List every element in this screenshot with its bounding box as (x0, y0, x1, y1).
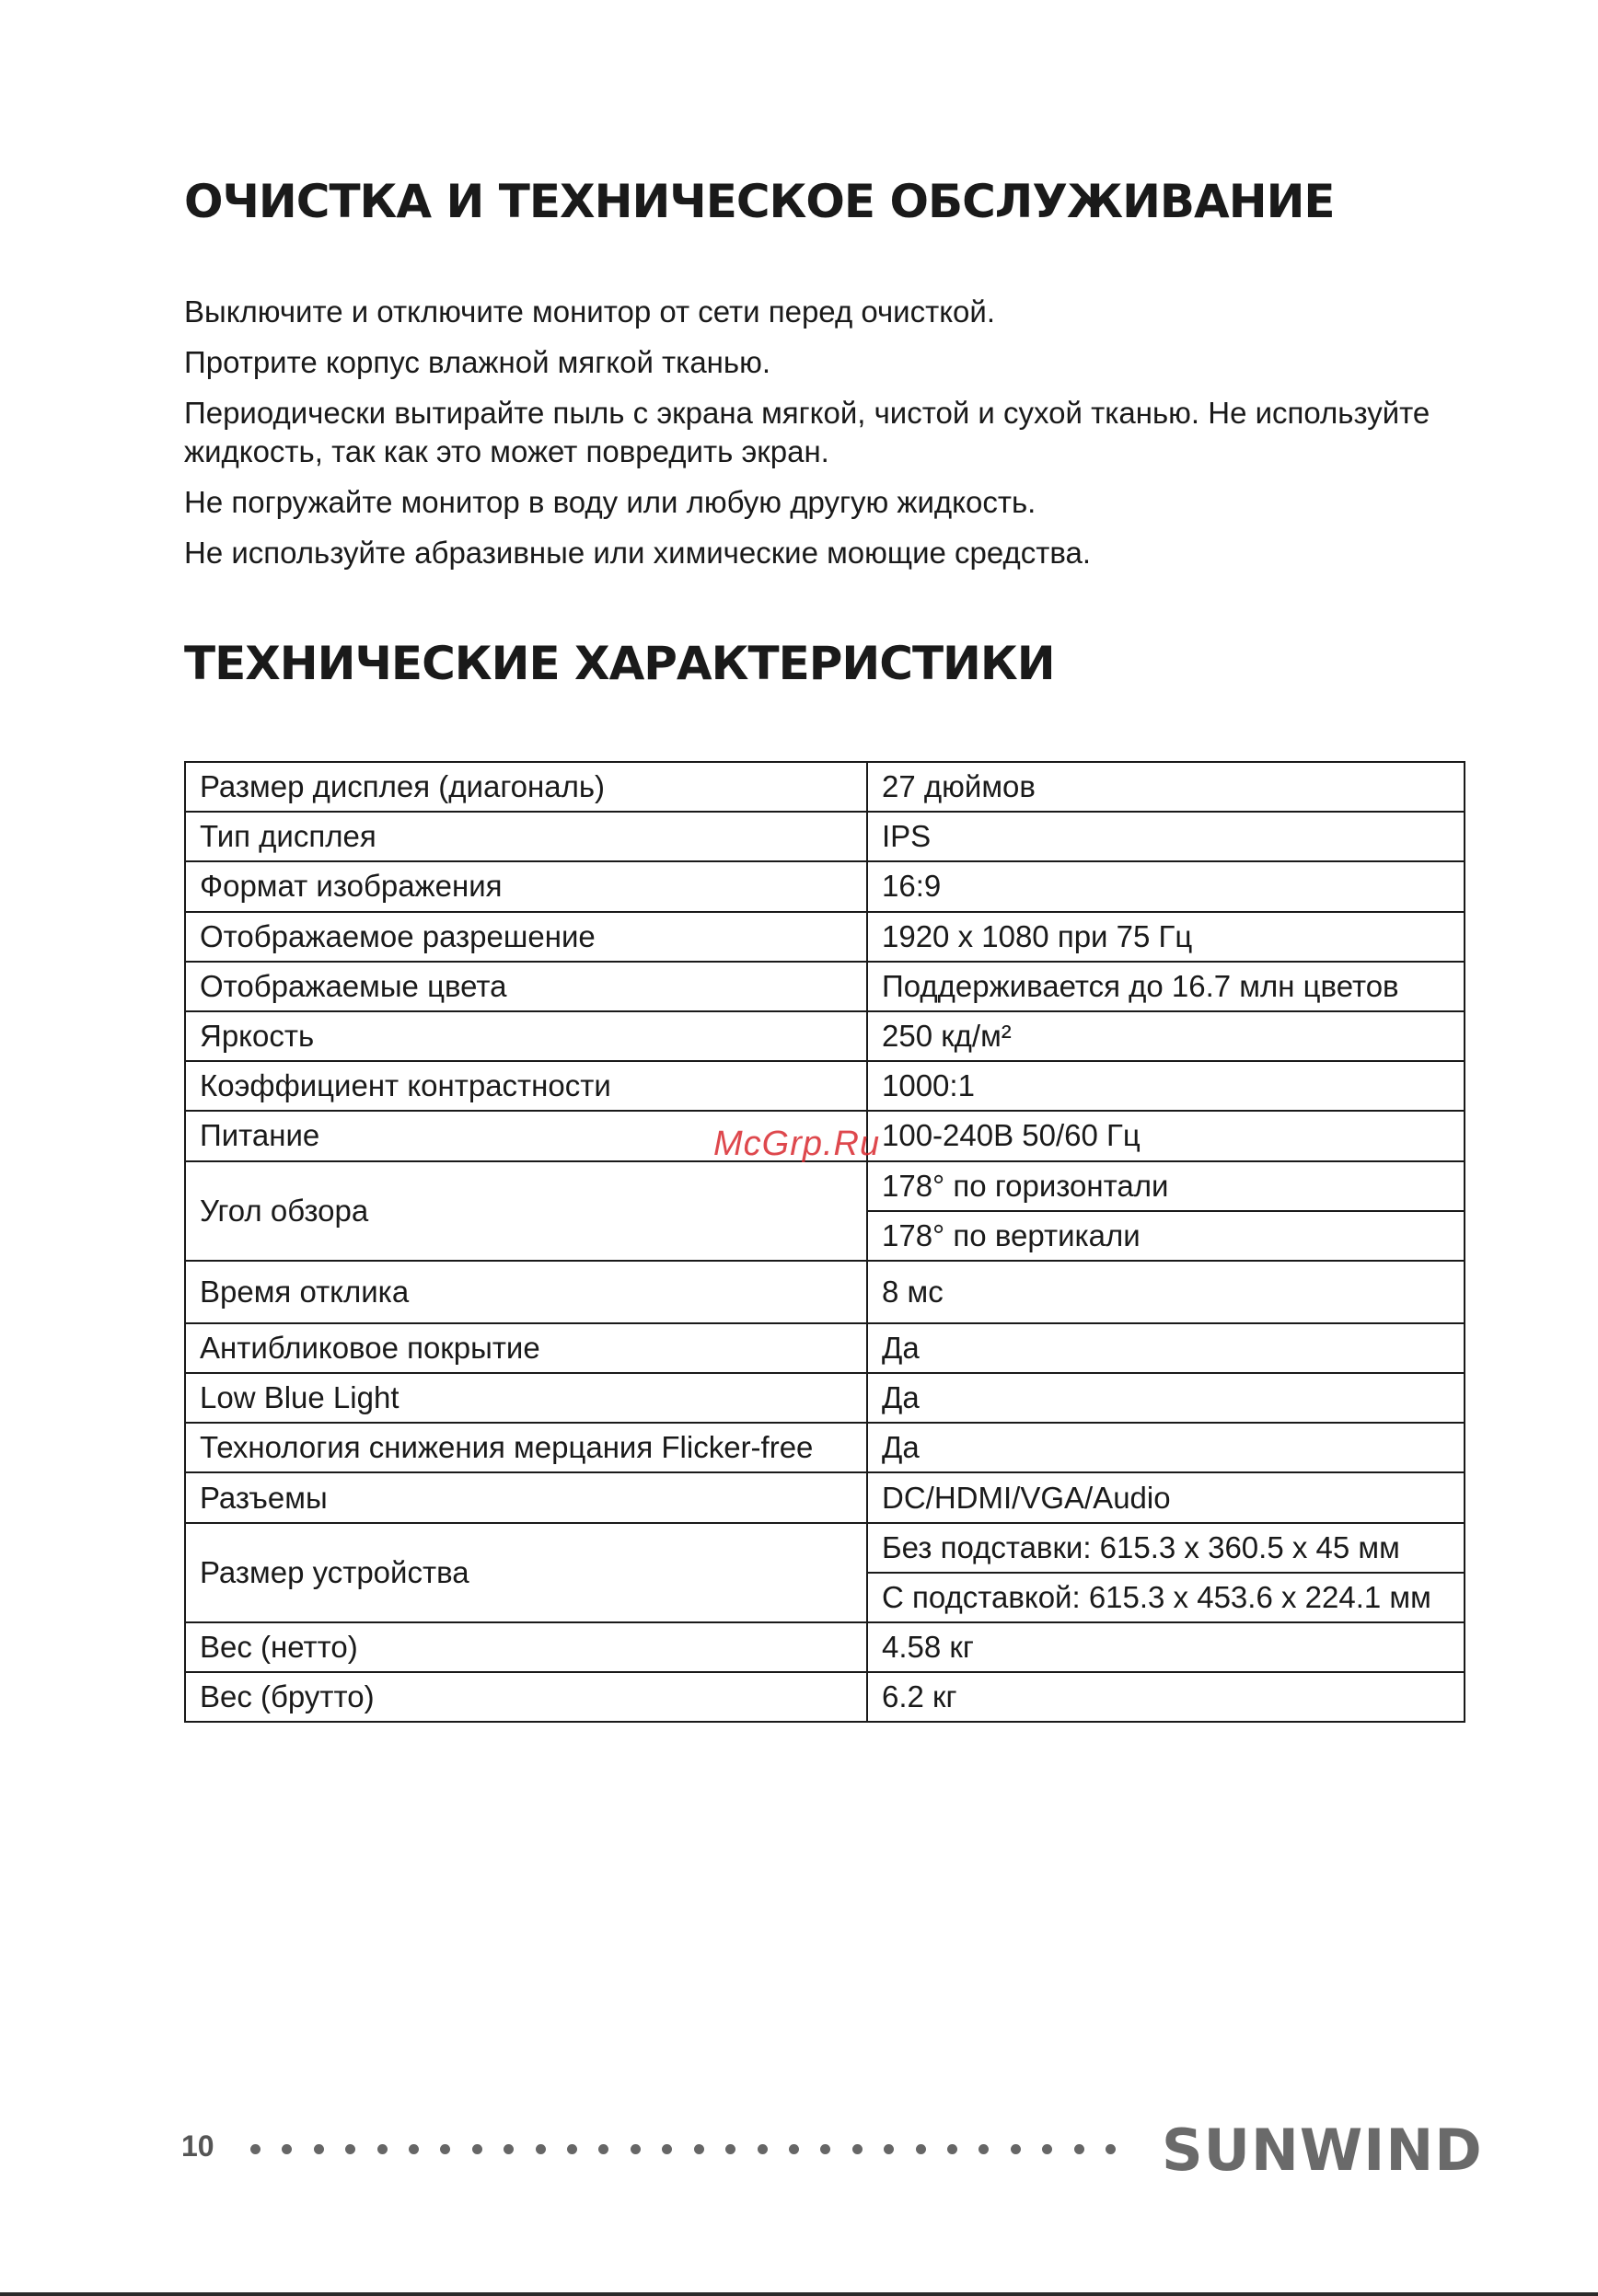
table-row (185, 1622, 1465, 1672)
spec-value: DC/HDMI/VGA/Audio (867, 1472, 1465, 1522)
spec-value: 1000:1 (867, 1061, 1465, 1111)
table-row (185, 962, 1465, 1011)
spec-value: 100-240В 50/60 Гц (867, 1111, 1465, 1160)
spec-param: Low Blue Light (185, 1373, 867, 1423)
footer-dot-leader (250, 2140, 1116, 2158)
cleaning-paragraph: Не используйте абразивные или химические моющие средства. (184, 536, 1092, 570)
spec-param: Разъемы (185, 1472, 867, 1522)
cleaning-paragraph: Периодически вытирайте пыль с экрана мягкой, чистой и сухой тканью. Не используйте жидкость, так как это может повредить экран. (184, 396, 1430, 468)
spec-value: 6.2 кг (867, 1672, 1465, 1722)
spec-value: IPS (867, 812, 1465, 861)
spec-param: Размер устройства (185, 1523, 867, 1622)
spec-param: Вес (брутто) (185, 1672, 867, 1722)
spec-param: Технология снижения мерцания Flicker-free (185, 1423, 867, 1472)
cleaning-paragraph: Протрите корпус влажной мягкой тканью. (184, 345, 771, 379)
spec-param: Угол обзора (185, 1161, 867, 1261)
spec-value: 27 дюймов (867, 762, 1465, 812)
table-row (185, 1523, 1465, 1573)
specs-table (184, 761, 1465, 1723)
spec-param: Отображаемое разрешение (185, 912, 867, 962)
table-row (185, 762, 1465, 812)
table-row (185, 1261, 1465, 1323)
spec-value: 16:9 (867, 861, 1465, 911)
spec-value: Поддерживается до 16.7 млн цветов (867, 962, 1465, 1011)
specs-section-title: ТЕХНИЧЕСКИЕ ХАРАКТЕРИСТИКИ (184, 637, 1055, 690)
spec-value: С подставкой: 615.3 x 453.6 x 224.1 мм (867, 1573, 1465, 1622)
spec-param: Яркость (185, 1011, 867, 1061)
spec-value: 250 кд/м² (867, 1011, 1465, 1061)
page-number: 10 (181, 2129, 214, 2163)
spec-param: Размер дисплея (диагональ) (185, 762, 867, 812)
spec-value: 178° по вертикали (867, 1211, 1465, 1261)
cleaning-paragraph: Не погружайте монитор в воду или любую другую жидкость. (184, 485, 1036, 519)
spec-param: Антибликовое покрытие (185, 1323, 867, 1373)
spec-value: Без подставки: 615.3 x 360.5 x 45 мм (867, 1523, 1465, 1573)
cleaning-section-title: ОЧИСТКА И ТЕХНИЧЕСКОЕ ОБСЛУЖИВАНИЕ (184, 175, 1335, 228)
table-row (185, 912, 1465, 962)
spec-param: Время отклика (185, 1261, 867, 1323)
spec-value: Да (867, 1373, 1465, 1423)
table-row (185, 1672, 1465, 1722)
table-row (185, 1373, 1465, 1423)
watermark: McGrp.Ru (713, 1125, 881, 1163)
table-row (185, 1011, 1465, 1061)
cleaning-instructions (184, 293, 1473, 584)
table-row (185, 861, 1465, 911)
table-row (185, 1323, 1465, 1373)
table-row (185, 1423, 1465, 1472)
spec-value: 178° по горизонтали (867, 1161, 1465, 1211)
spec-param: Питание (185, 1111, 867, 1160)
spec-param: Коэффициент контрастности (185, 1061, 867, 1111)
spec-param: Отображаемые цвета (185, 962, 867, 1011)
spec-param: Вес (нетто) (185, 1622, 867, 1672)
table-row (185, 1061, 1465, 1111)
spec-value: 1920 x 1080 при 75 Гц (867, 912, 1465, 962)
spec-value: 4.58 кг (867, 1622, 1465, 1672)
brand-logo: SUNWIND (1162, 2117, 1483, 2184)
spec-value: Да (867, 1323, 1465, 1373)
table-row (185, 812, 1465, 861)
spec-value: Да (867, 1423, 1465, 1472)
bottom-edge-line (0, 2292, 1598, 2296)
table-row (185, 1161, 1465, 1211)
cleaning-paragraph: Выключите и отключите монитор от сети перед очисткой. (184, 294, 995, 329)
table-row (185, 1472, 1465, 1522)
spec-param: Формат изображения (185, 861, 867, 911)
spec-value: 8 мс (867, 1261, 1465, 1323)
spec-param: Тип дисплея (185, 812, 867, 861)
